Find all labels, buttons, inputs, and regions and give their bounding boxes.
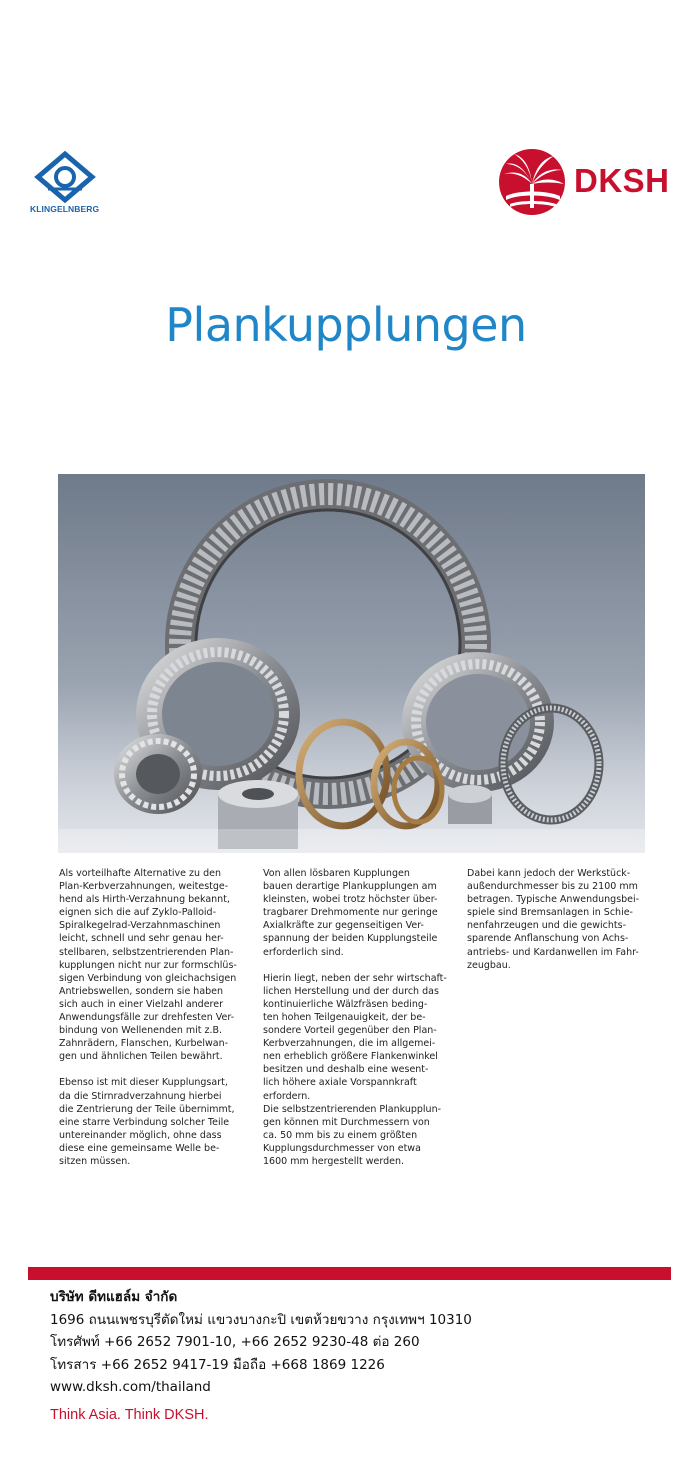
klingelnberg-mark-icon (30, 150, 110, 204)
company-name: บริษัท ดีทแฮล์ม จำกัด (50, 1289, 178, 1305)
slogan: Think Asia. Think DKSH. (50, 1407, 209, 1423)
paragraph: Die selbstzentrierenden Plankupplun- gen können mit Durchmessern von ca. 50 mm bis zu einem größten Kupplungsdurchmesser von etwa 1600 mm hergestellt werden. (263, 1103, 442, 1167)
phone: โทรศัพท์ +66 2652 7901-10, +66 2652 9230-48 ต่อ 260 (50, 1334, 420, 1350)
paragraph: Hierin liegt, neben der sehr wirtschaft- lichen Herstellung und der durch das kontinuierliche Wälzfräsen beding- ten hohen Teilgenauigkeit, der be- sondere Vorteil gegenüber den Plan- Kerbverzahnungen, die im allgemei- nen erheblich größere Flankenwinkel besitzen und deshalb eine wesent- lich höhere axiale Vorspannkraft erfordern. (263, 972, 447, 1102)
text-column-2 (263, 867, 455, 1181)
website-link[interactable]: www.dksh.com/thailand (50, 1379, 211, 1395)
paragraph: Ebenso ist mit dieser Kupplungsart, da die Stirnradverzahnung hierbei die Zentrierung der Teile übernimmt, eine starre Verbindung solcher Teile untereinander möglich, ohne dass diese eine gemeinsame Welle be- sitzen müssen. (59, 1077, 235, 1167)
address: 1696 ถนนเพชรบุรีตัดใหม่ แขวงบางกะปิ เขตห้วยขวาง กรุงเทพฯ 10310 (50, 1311, 472, 1328)
paragraph: Als vorteilhafte Alternative zu den Plan-Kerbverzahnungen, weitestge- hend als Hirth-Verzahnung bekannt, eignen sich die auf Zyklo-Palloid- Spiralkegelrad-Verzahnmaschinen leicht, schnell und sehr genau her- stellbaren, selbstzentrierenden Plan- kupplungen nicht nur zur formschlüs- sigen Verbindung von gleichachsigen Antriebswellen, sondern sie haben sich auch in einer Vielzahl anderer Anwendungsfälle zur drehfesten Ver- bindung von Wellenenden mit z.B. Zahnrädern, Flanschen, Kurbelwan- gen und ähnlichen Teilen bewährt. (59, 868, 237, 1063)
page-title: Plankupplungen (165, 298, 527, 352)
contact-block (50, 1286, 472, 1399)
gear-couplings-photo (58, 474, 645, 853)
dksh-logo (496, 144, 676, 224)
paragraph: Von allen lösbaren Kupplungen bauen derartige Plankupplungen am kleinsten, wobei trotz höchster über- tragbarer Drehmomente nur geringe Axialkräfte zur gegenseitigen Ver- spannung der beiden Kupplungsteile erforderlich sind. (263, 868, 438, 958)
text-column-1 (59, 867, 251, 1181)
footer-divider (28, 1267, 671, 1280)
klingelnberg-label: KLINGELNBERG (30, 204, 100, 214)
dksh-palm-icon (496, 144, 574, 224)
klingelnberg-logo (30, 150, 110, 220)
text-column-3 (467, 867, 659, 985)
paragraph: Dabei kann jedoch der Werkstück- außendurchmesser bis zu 2100 mm betragen. Typische Anwendungsbei- spiele sind Bremsanlagen in Schie- nenfahrzeugen und die gewichts- sparende Anflanschung von Achs- antriebs- und Kardanwellen im Fahr- zeugbau. (467, 868, 640, 971)
fax: โทรสาร +66 2652 9417-19 มือถือ +668 1869 1226 (50, 1356, 385, 1373)
dksh-wordmark: DKSH (574, 162, 670, 199)
